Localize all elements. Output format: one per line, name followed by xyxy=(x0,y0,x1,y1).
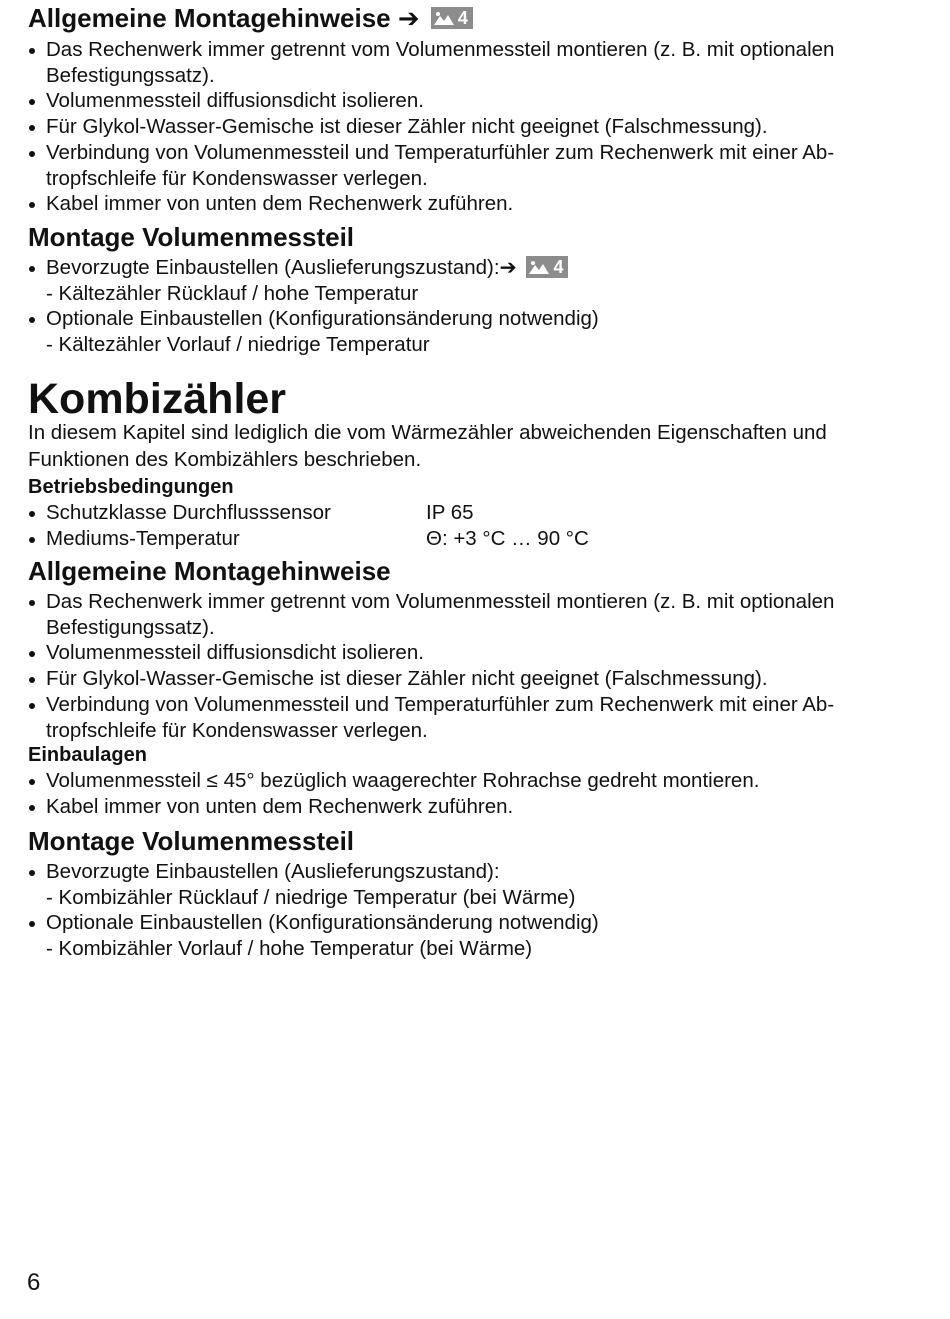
section-heading: Montage Volumenmessteil xyxy=(28,826,355,856)
condition-value: IP 65 xyxy=(426,501,474,524)
condition-label: Mediums-Temperatur xyxy=(46,526,240,550)
list-item: Für Glykol-Wasser-Gemische ist dieser Zähler nicht geeignet (Falschmessung). xyxy=(28,666,918,692)
sub-item: - Kombizähler Vorlauf / hohe Temperatur (bei Wärme) xyxy=(46,937,533,961)
list-item xyxy=(28,306,599,357)
item-text: Optionale Einbaustellen (Konfigurationsänderung notwendig) xyxy=(46,911,599,935)
bullet-list xyxy=(28,37,918,217)
list-item: Das Rechenwerk immer getrennt vom Volumenmessteil montieren (z. B. mit optionalen Befestigungssatz). xyxy=(28,589,918,640)
arrow-icon: ➔ xyxy=(499,256,517,279)
list-item xyxy=(28,910,599,961)
item-text: Bevorzugte Einbaustellen (Auslieferungszustand): xyxy=(46,256,500,279)
sub-item: - Kältezähler Rücklauf / hohe Temperatur xyxy=(46,281,419,305)
heading-text: Allgemeine Montagehinweise xyxy=(28,3,391,33)
figure-reference-badge xyxy=(526,256,568,278)
image-icon xyxy=(434,11,454,25)
sub-item: - Kältezähler Vorlauf / niedrige Temperatur xyxy=(46,333,430,357)
bullet-list xyxy=(28,255,599,358)
bullet-list xyxy=(28,859,599,962)
list-item: Volumenmessteil ≤ 45° bezüglich waagerechter Rohrachse gedreht montieren. xyxy=(28,768,918,794)
conditions-list xyxy=(28,500,918,551)
image-icon xyxy=(529,260,549,274)
section-heading: Allgemeine Montagehinweise xyxy=(28,556,391,586)
sub-item: - Kombizähler Rücklauf / niedrige Temperatur (bei Wärme) xyxy=(46,885,576,909)
condition-label: Schutzklasse Durchflusssensor xyxy=(46,501,331,524)
condition-value: Θ: +3 °C … 90 °C xyxy=(426,526,589,550)
chapter-title: Kombizähler xyxy=(28,375,287,423)
figure-number: 4 xyxy=(457,8,468,29)
condition-row xyxy=(28,526,918,552)
arrow-icon: ➔ xyxy=(397,3,420,33)
section-montage-volumenmessteil-1 xyxy=(28,222,599,358)
page-number: 6 xyxy=(27,1269,41,1296)
section-montage-volumenmessteil-2 xyxy=(28,826,599,962)
list-item: Kabel immer von unten dem Rechenwerk zuführen. xyxy=(28,794,918,820)
subheading-betriebsbedingungen: Betriebsbedingungen xyxy=(28,476,234,498)
condition-row xyxy=(28,500,918,526)
list-item: Kabel immer von unten dem Rechenwerk zuführen. xyxy=(28,191,918,217)
section-heading xyxy=(28,3,918,33)
section-allgemeine-montagehinweise-1 xyxy=(28,3,918,217)
figure-number: 4 xyxy=(553,256,564,277)
bullet-list xyxy=(28,768,918,819)
figure-reference-badge xyxy=(431,7,473,29)
subheading-einbaulagen: Einbaulagen xyxy=(28,744,147,767)
list-item: Verbindung von Volumenmessteil und Temperaturfühler zum Rechenwerk mit einer Ab-tropfschleife für Kondenswasser verlegen. xyxy=(28,692,918,743)
item-text: Optionale Einbaustellen (Konfigurationsänderung notwendig) xyxy=(46,307,599,331)
section-allgemeine-montagehinweise-2 xyxy=(28,556,918,820)
list-item: Für Glykol-Wasser-Gemische ist dieser Zähler nicht geeignet (Falschmessung). xyxy=(28,114,918,140)
list-item: Volumenmessteil diffusionsdicht isolieren. xyxy=(28,640,918,666)
list-item: Volumenmessteil diffusionsdicht isolieren. xyxy=(28,88,918,114)
list-item xyxy=(28,859,599,910)
list-item: Das Rechenwerk immer getrennt vom Volumenmessteil montieren (z. B. mit optionalen Befestigungssatz). xyxy=(28,37,918,88)
item-text: Bevorzugte Einbaustellen (Auslieferungszustand): xyxy=(46,860,500,883)
list-item xyxy=(28,255,599,306)
bullet-list xyxy=(28,589,918,743)
intro-paragraph: In diesem Kapitel sind lediglich die vom Wärmezähler abweichenden Eigenschaften und Funktionen des Kombizählers beschrieben. xyxy=(28,421,827,471)
section-kombizaehler xyxy=(28,376,918,551)
section-heading: Montage Volumenmessteil xyxy=(28,222,355,252)
list-item: Verbindung von Volumenmessteil und Temperaturfühler zum Rechenwerk mit einer Ab-tropfschleife für Kondenswasser verlegen. xyxy=(28,140,918,191)
